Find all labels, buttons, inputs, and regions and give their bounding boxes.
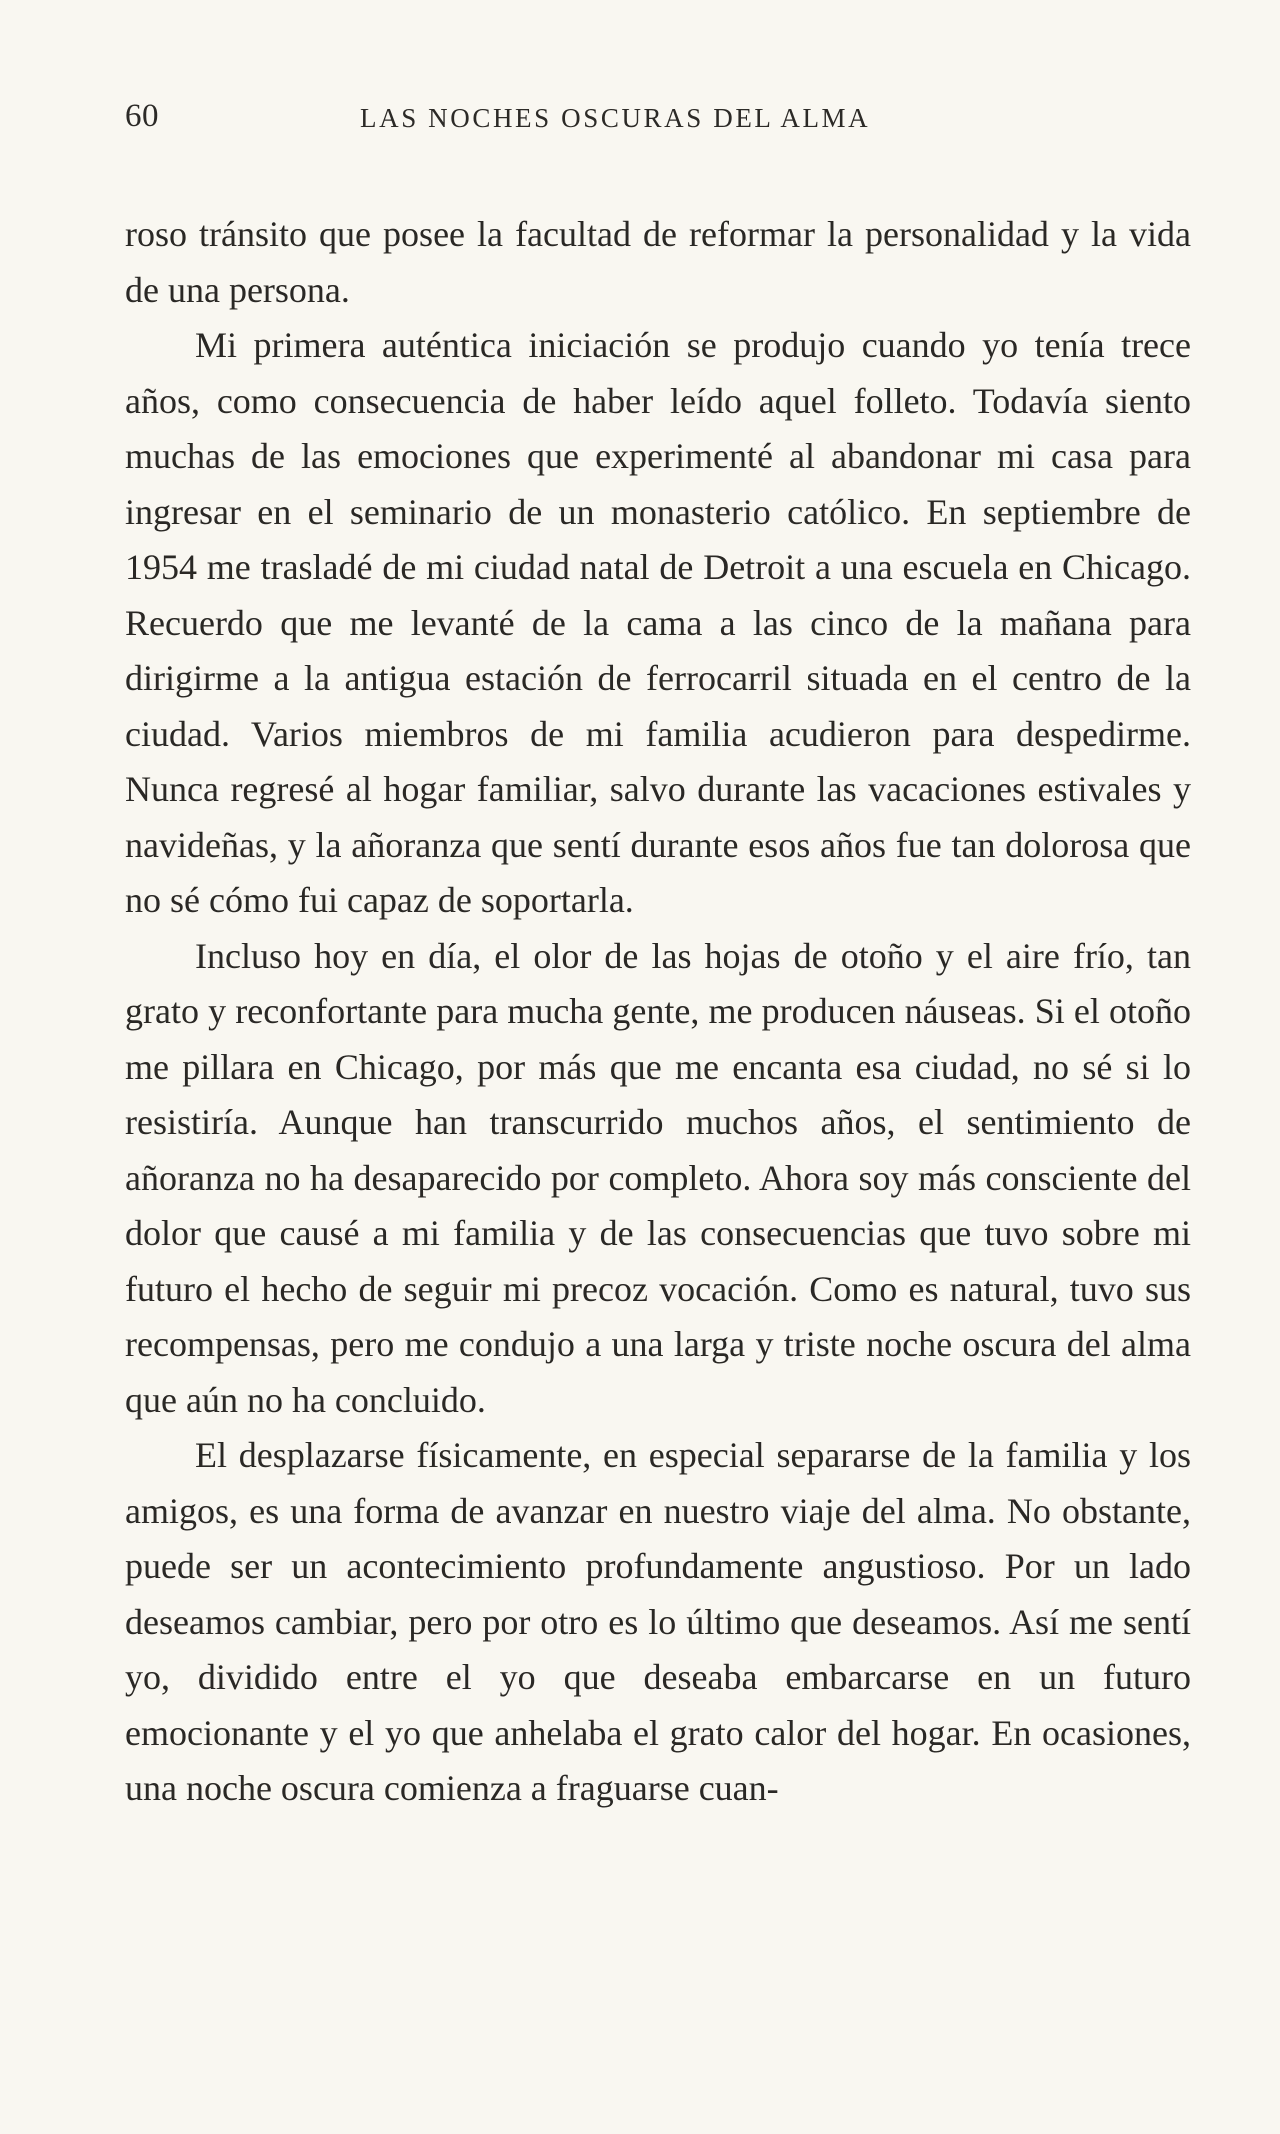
body-text xyxy=(125,207,1191,1817)
paragraph: Mi primera auténtica iniciación se produjo cuando yo tenía trece años, como consecuencia de haber leído aquel folleto. Todavía siento muchas de las emociones que experimenté al abandonar mi casa para ingresar en el seminario de un monasterio católico. En septiembre de 1954 me trasladé de mi ciudad natal de Detroit a una escuela en Chicago. Recuerdo que me levanté de la cama a las cinco de la mañana para dirigirme a la antigua estación de ferrocarril situada en el centro de la ciudad. Varios miembros de mi familia acudieron para despedirme. Nunca regresé al hogar familiar, salvo durante las vacaciones estivales y navideñas, y la añoranza que sentí durante esos años fue tan dolorosa que no sé cómo fui capaz de soportarla. xyxy=(125,325,1191,920)
running-header xyxy=(125,98,1185,142)
paragraph-continuation: roso tránsito que posee la facultad de reformar la personalidad y la vida de una persona. xyxy=(125,214,1191,310)
paragraph: El desplazarse físicamente, en especial separarse de la familia y los amigos, es una forma de avanzar en nuestro viaje del alma. No obstante, puede ser un acontecimiento profundamente angustioso. Por un lado deseamos cambiar, pero por otro es lo último que deseamos. Así me sentí yo, dividido entre el yo que deseaba embarcarse en un futuro emocionante y el yo que anhelaba el grato calor del hogar. En ocasiones, una noche oscura comienza a fraguarse cuan- xyxy=(125,1435,1191,1808)
book-title: LAS NOCHES OSCURAS DEL ALMA xyxy=(360,103,871,133)
paragraph: Incluso hoy en día, el olor de las hojas de otoño y el aire frío, tan grato y reconfortante para mucha gente, me producen náuseas. Si el otoño me pillara en Chicago, por más que me encanta esa ciudad, no sé si lo resistiría. Aunque han transcurrido muchos años, el sentimiento de añoranza no ha desaparecido por completo. Ahora soy más consciente del dolor que causé a mi familia y de las consecuencias que tuvo sobre mi futuro el hecho de seguir mi precoz vocación. Como es natural, tuvo sus recompensas, pero me condujo a una larga y triste noche oscura del alma que aún no ha concluido. xyxy=(125,935,1191,1420)
page-number: 60 xyxy=(125,98,159,134)
